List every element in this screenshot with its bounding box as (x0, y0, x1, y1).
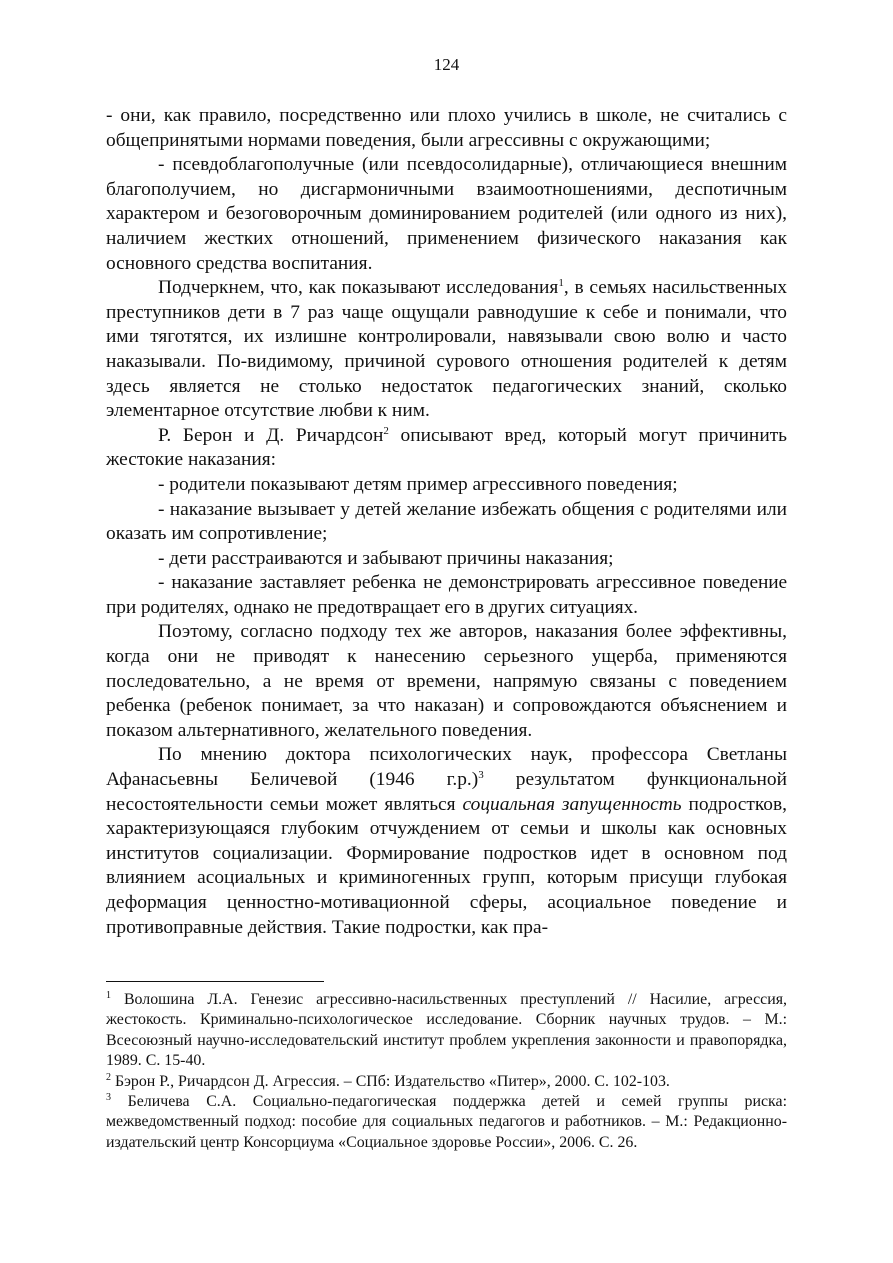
paragraph-p3 (106, 276, 787, 424)
text-run: , в семьях насильственных преступников дети в 7 раз чаще ощущали равнодушие к себе и понимали, что ими тяготятся, их излишне контролировали, навязывали свою волю и часто наказывали. По-видимому, причиной сурового отношения родителей к детям здесь является не столько недостаток педагогических знаний, сколько элементарное отсутствие любви к ним. (106, 277, 788, 422)
text-run: подростков, характеризующаяся глубоким отчуждением от семьи и школы как основных институтов социализации. Формирование подростков идет в основном под влиянием асоциальных и криминогенных групп, которым присущи глубокая деформация ценностно-мотивационной сферы, асоциальное поведение и противоправные действия. Такие подростки, как пра- (106, 793, 787, 938)
text-run: - наказание заставляет ребенка не демонстрировать агрессивное поведение при родителях, однако не предотвращает его в других ситуациях. (106, 572, 787, 618)
footnote-ref-2: 2 (383, 424, 389, 437)
footnote-fn1 (106, 990, 787, 1072)
text-run: - они, как правило, посредственно или плохо учились в школе, не считались с общепринятыми нормами поведения, были агрессивны с окружающими; (106, 105, 787, 151)
emphasized-term: социальная запущенность (462, 793, 682, 815)
footnote-mark: 1 (106, 990, 111, 1001)
footnote-ref-3: 3 (478, 769, 484, 782)
paragraph-p6 (106, 498, 787, 547)
footnote-text: Бэрон Р., Ричардсон Д. Агрессия. – СПб: Издательство «Питер», 2000. С. 102-103. (111, 1072, 670, 1090)
footnote-fn3 (106, 1092, 787, 1153)
footnote-mark: 2 (106, 1071, 111, 1083)
footnote-text: Беличева С.А. Социально-педагогическая поддержка детей и семей группы риска: межведомственный подход: пособие для социальных педагогов и работников. – М.: Редакционно-издательский центр Консорциума «Социальное здоровье России», 2006. С. 26. (106, 1093, 787, 1151)
text-run: Подчеркнем, что, как показывают исследования (158, 277, 559, 299)
text-run: результатом функциональной несостоятельности семьи может являться (106, 769, 787, 815)
footnote-text: Волошина Л.А. Генезис агрессивно-насильственных преступлений // Насилие, агрессия, жестокость. Криминально-психологическое исследование. Сборник научных трудов. – М.: Всесоюзный научно-исследовательский институт проблем укрепления законности и правопорядка, 1989. С. 15-40. (106, 991, 787, 1070)
text-run: Поэтому, согласно подходу тех же авторов, наказания более эффективны, когда они не приводят к нанесению серьезного ущерба, применяются последовательно, а не время от времени, напрямую связаны с поведением ребенка (ребенок понимает, за что наказан) и сопровождаются объяснением и показом альтернативного, желательного поведения. (106, 621, 787, 741)
body-text (106, 104, 787, 940)
paragraph-p4 (106, 424, 787, 473)
paragraph-p2 (106, 153, 787, 276)
paragraph-p8 (106, 571, 787, 620)
paragraph-p7 (106, 547, 787, 572)
text-run: Р. Берон и Д. Ричардсон (158, 424, 384, 446)
text-run: По мнению доктора психологических наук, профессора Светланы Афанасьевны Беличевой (1946 г.р.) (106, 744, 787, 791)
footnotes (106, 990, 787, 1153)
paragraph-p9 (106, 620, 787, 743)
paragraph-p10 (106, 743, 787, 940)
footnote-separator (106, 981, 324, 982)
text-run: - наказание вызывает у детей желание избежать общения с родителями или оказать им сопротивление; (106, 498, 787, 545)
text-run: - родители показывают детям пример агрессивного поведения; (158, 473, 678, 495)
text-run: - дети расстраиваются и забывают причины наказания; (158, 547, 614, 569)
footnote-ref-1: 1 (558, 277, 564, 290)
page-number: 124 (433, 55, 460, 74)
footnote-mark: 3 (106, 1092, 111, 1104)
text-run: - псевдоблагополучные (или псевдосолидарные), отличающиеся внешним благополучием, но дисгармоничными взаимоотношениями, деспотичным характером и безоговорочным доминированием родителей (или одного из них), наличием жестких отношений, применением физического наказания как основного средства воспитания. (106, 154, 787, 274)
paragraph-p5 (106, 473, 787, 498)
paragraph-p1 (106, 104, 787, 153)
footnote-fn2 (106, 1072, 787, 1092)
text-run: описывают вред, который могут причинить жестокие наказания: (106, 424, 788, 471)
